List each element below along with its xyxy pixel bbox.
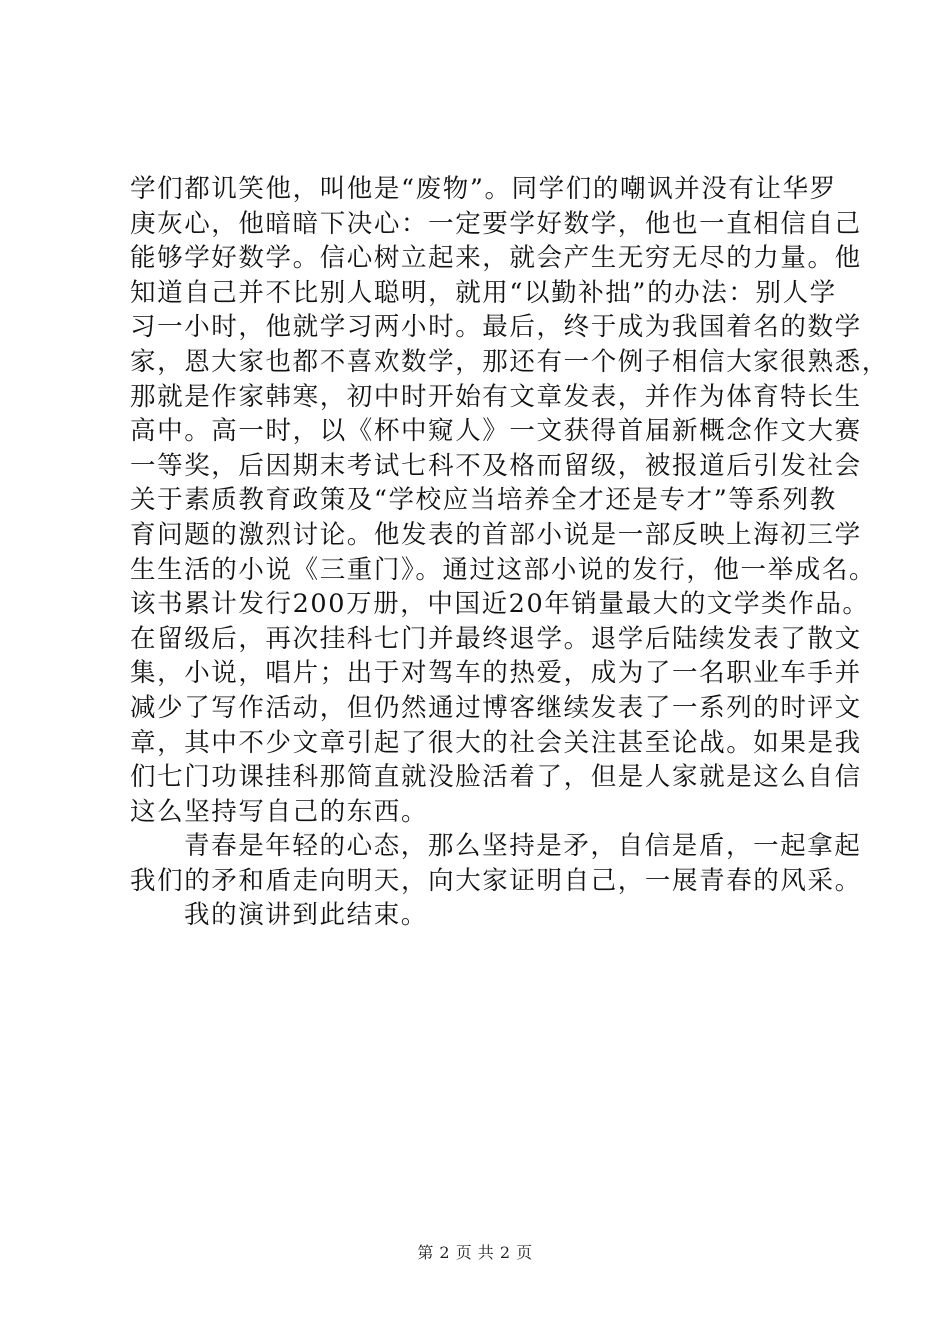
text-line: 在留级后，再次挂科七门并最终退学。退学后陆续发表了散文 bbox=[130, 623, 862, 654]
text-line: 那就是作家韩寒，初中时开始有文章发表，并作为体育特长生 bbox=[130, 381, 862, 412]
text-line: 家，恩大家也都不喜欢数学，那还有一个例子相信大家很熟悉， bbox=[130, 346, 889, 377]
text-line: 育问题的激烈讨论。他发表的首部小说是一部反映上海初三学 bbox=[130, 519, 862, 550]
text-line: 习一小时，他就学习两小时。最后，终于成为我国着名的数学 bbox=[130, 312, 862, 343]
text-line: 高中。高一时，以《杯中窥人》一文获得首届新概念作文大赛 bbox=[130, 416, 862, 447]
text-line: 庚灰心，他暗暗下决心：一定要学好数学，他也一直相信自己 bbox=[130, 208, 862, 239]
paragraph bbox=[130, 898, 820, 933]
text-line: 关于素质教育政策及“学校应当培养全才还是专才”等系列教 bbox=[130, 485, 837, 516]
text-line: 减少了写作活动，但仍然通过博客继续发表了一系列的时评文 bbox=[130, 692, 862, 723]
text-line: 一等奖，后因期末考试七科不及格而留级，被报道后引发社会 bbox=[130, 450, 862, 481]
page-number-footer: 第 2 页 共 2 页 bbox=[417, 1243, 533, 1262]
text-line: 们七门功课挂科那简直就没脸活着了，但是人家就是这么自信 bbox=[130, 762, 862, 793]
text-line: 青春是年轻的心态，那么坚持是矛，自信是盾，一起拿起 bbox=[184, 831, 862, 862]
text-line: 这么坚持写自己的东西。 bbox=[130, 796, 429, 827]
text-line: 集，小说，唱片；出于对驾车的热爱，成为了一名职业车手并 bbox=[130, 658, 862, 689]
text-line: 知道自己并不比别人聪明，就用“以勤补拙”的办法：别人学 bbox=[130, 277, 837, 308]
paragraph bbox=[130, 172, 889, 829]
paragraph bbox=[130, 829, 862, 898]
text-line: 我的演讲到此结束。 bbox=[184, 900, 428, 931]
text-line: 该书累计发行200万册，中国近20年销量最大的文学类作品。 bbox=[130, 589, 870, 620]
text-line: 能够学好数学。信心树立起来，就会产生无穷无尽的力量。他 bbox=[130, 243, 862, 274]
text-line: 章，其中不少文章引起了很大的社会关注甚至论战。如果是我 bbox=[130, 727, 862, 758]
document-body bbox=[130, 172, 889, 933]
text-line: 学们都讥笑他，叫他是“废物”。同学们的嘲讽并没有让华罗 bbox=[130, 174, 837, 204]
text-line: 我们的矛和盾走向明天，向大家证明自己，一展青春的风采。 bbox=[130, 865, 862, 896]
text-line: 生生活的小说《三重门》。通过这部小说的发行，他一举成名。 bbox=[130, 554, 877, 585]
